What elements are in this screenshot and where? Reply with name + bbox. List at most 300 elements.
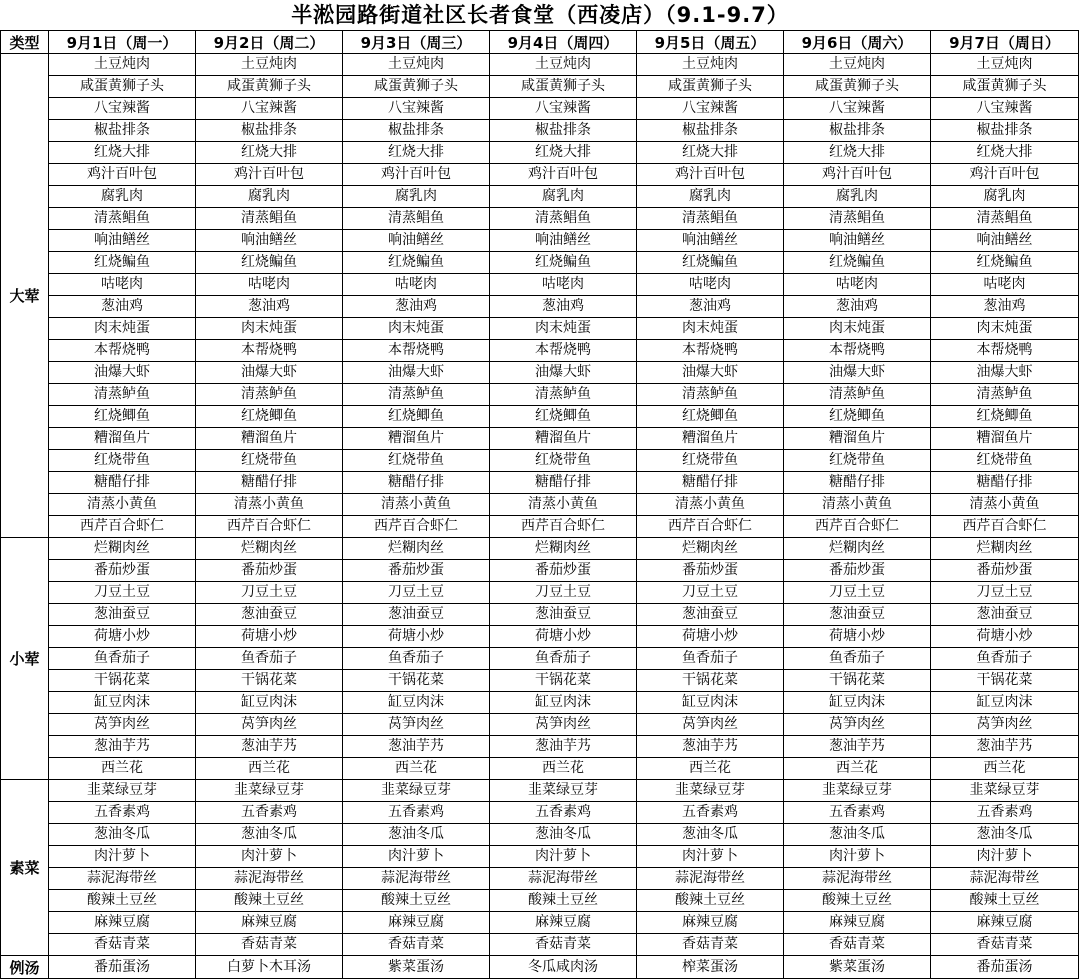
dish-cell: 糖醋仔排 [490, 472, 637, 494]
dish-cell: 葱油鸡 [490, 296, 637, 318]
dish-cell: 葱油鸡 [49, 296, 196, 318]
table-row [1, 186, 1079, 208]
dish-cell: 五香素鸡 [196, 802, 343, 824]
table-row [1, 450, 1079, 472]
table-row [1, 54, 1079, 76]
dish-cell: 葱油鸡 [637, 296, 784, 318]
dish-cell: 葱油芋艿 [196, 736, 343, 758]
dish-cell: 红烧鲫鱼 [49, 406, 196, 428]
dish-cell: 鱼香茄子 [637, 648, 784, 670]
dish-cell: 蒜泥海带丝 [637, 868, 784, 890]
dish-cell: 葱油芋艿 [637, 736, 784, 758]
dish-cell: 清蒸小黄鱼 [343, 494, 490, 516]
dish-cell: 莴笋肉丝 [196, 714, 343, 736]
dish-cell: 红烧带鱼 [784, 450, 931, 472]
dish-cell: 麻辣豆腐 [931, 912, 1079, 934]
dish-cell: 缸豆肉沫 [196, 692, 343, 714]
dish-cell: 咸蛋黄狮子头 [784, 76, 931, 98]
dish-cell: 咕咾肉 [784, 274, 931, 296]
dish-cell: 红烧鳊鱼 [49, 252, 196, 274]
dish-cell: 糟溜鱼片 [637, 428, 784, 450]
dish-cell: 葱油蚕豆 [490, 604, 637, 626]
dish-cell: 葱油冬瓜 [49, 824, 196, 846]
dish-cell: 葱油蚕豆 [343, 604, 490, 626]
dish-cell: 糟溜鱼片 [931, 428, 1079, 450]
table-row [1, 868, 1079, 890]
dish-cell: 麻辣豆腐 [196, 912, 343, 934]
dish-cell: 红烧鲫鱼 [931, 406, 1079, 428]
table-row [1, 120, 1079, 142]
dish-cell: 韭菜绿豆芽 [931, 780, 1079, 802]
dish-cell: 鱼香茄子 [49, 648, 196, 670]
dish-cell: 刀豆土豆 [490, 582, 637, 604]
menu-body [1, 54, 1079, 979]
dish-cell: 糟溜鱼片 [196, 428, 343, 450]
dish-cell: 油爆大虾 [343, 362, 490, 384]
dish-cell: 椒盐排条 [49, 120, 196, 142]
dish-cell: 蒜泥海带丝 [931, 868, 1079, 890]
dish-cell: 西兰花 [49, 758, 196, 780]
dish-cell: 韭菜绿豆芽 [637, 780, 784, 802]
dish-cell: 西芹百合虾仁 [196, 516, 343, 538]
dish-cell: 香菇青菜 [490, 934, 637, 956]
dish-cell: 鸡汁百叶包 [931, 164, 1079, 186]
dish-cell: 葱油芋艿 [343, 736, 490, 758]
dish-cell: 缸豆肉沫 [490, 692, 637, 714]
dish-cell: 肉末炖蛋 [784, 318, 931, 340]
dish-cell: 莴笋肉丝 [490, 714, 637, 736]
dish-cell: 红烧鲫鱼 [490, 406, 637, 428]
dish-cell: 鱼香茄子 [196, 648, 343, 670]
dish-cell: 葱油蚕豆 [637, 604, 784, 626]
dish-cell: 糟溜鱼片 [490, 428, 637, 450]
dish-cell: 红烧鳊鱼 [784, 252, 931, 274]
dish-cell: 紫菜蛋汤 [784, 956, 931, 979]
dish-cell: 红烧大排 [931, 142, 1079, 164]
dish-cell: 油爆大虾 [784, 362, 931, 384]
dish-cell: 咕咾肉 [49, 274, 196, 296]
dish-cell: 鸡汁百叶包 [784, 164, 931, 186]
dish-cell: 清蒸鲈鱼 [637, 384, 784, 406]
dish-cell: 刀豆土豆 [49, 582, 196, 604]
dish-cell: 葱油鸡 [343, 296, 490, 318]
dish-cell: 腐乳肉 [196, 186, 343, 208]
dish-cell: 西兰花 [637, 758, 784, 780]
dish-cell: 番茄炒蛋 [49, 560, 196, 582]
table-row [1, 76, 1079, 98]
dish-cell: 蒜泥海带丝 [343, 868, 490, 890]
day-column-header: 9月1日（周一） [49, 31, 196, 54]
dish-cell: 西芹百合虾仁 [49, 516, 196, 538]
dish-cell: 刀豆土豆 [343, 582, 490, 604]
table-row [1, 428, 1079, 450]
dish-cell: 红烧鲫鱼 [784, 406, 931, 428]
dish-cell: 肉汁萝卜 [49, 846, 196, 868]
dish-cell: 莴笋肉丝 [49, 714, 196, 736]
table-row [1, 142, 1079, 164]
dish-cell: 肉末炖蛋 [931, 318, 1079, 340]
dish-cell: 红烧大排 [784, 142, 931, 164]
table-row [1, 340, 1079, 362]
dish-cell: 葱油芋艿 [931, 736, 1079, 758]
table-row [1, 472, 1079, 494]
dish-cell: 荷塘小炒 [49, 626, 196, 648]
dish-cell: 土豆炖肉 [931, 54, 1079, 76]
dish-cell: 刀豆土豆 [637, 582, 784, 604]
dish-cell: 番茄炒蛋 [196, 560, 343, 582]
dish-cell: 干锅花菜 [931, 670, 1079, 692]
dish-cell: 糖醋仔排 [196, 472, 343, 494]
dish-cell: 荷塘小炒 [196, 626, 343, 648]
dish-cell: 鸡汁百叶包 [490, 164, 637, 186]
dish-cell: 响油鳝丝 [490, 230, 637, 252]
dish-cell: 油爆大虾 [931, 362, 1079, 384]
table-row [1, 516, 1079, 538]
dish-cell: 葱油蚕豆 [49, 604, 196, 626]
dish-cell: 酸辣土豆丝 [931, 890, 1079, 912]
dish-cell: 刀豆土豆 [196, 582, 343, 604]
dish-cell: 荷塘小炒 [490, 626, 637, 648]
dish-cell: 腐乳肉 [490, 186, 637, 208]
table-row [1, 802, 1079, 824]
dish-cell: 红烧鳊鱼 [343, 252, 490, 274]
dish-cell: 荷塘小炒 [784, 626, 931, 648]
dish-cell: 五香素鸡 [490, 802, 637, 824]
dish-cell: 本帮烧鸭 [490, 340, 637, 362]
dish-cell: 酸辣土豆丝 [637, 890, 784, 912]
dish-cell: 土豆炖肉 [343, 54, 490, 76]
dish-cell: 缸豆肉沫 [343, 692, 490, 714]
dish-cell: 响油鳝丝 [637, 230, 784, 252]
dish-cell: 番茄蛋汤 [49, 956, 196, 979]
dish-cell: 西兰花 [931, 758, 1079, 780]
dish-cell: 荷塘小炒 [931, 626, 1079, 648]
dish-cell: 酸辣土豆丝 [490, 890, 637, 912]
dish-cell: 红烧鳊鱼 [931, 252, 1079, 274]
dish-cell: 椒盐排条 [343, 120, 490, 142]
dish-cell: 八宝辣酱 [637, 98, 784, 120]
dish-cell: 缸豆肉沫 [637, 692, 784, 714]
dish-cell: 西兰花 [343, 758, 490, 780]
dish-cell: 肉汁萝卜 [931, 846, 1079, 868]
dish-cell: 八宝辣酱 [490, 98, 637, 120]
dish-cell: 咸蛋黄狮子头 [49, 76, 196, 98]
dish-cell: 咕咾肉 [343, 274, 490, 296]
day-column-header: 9月2日（周二） [196, 31, 343, 54]
dish-cell: 清蒸鲈鱼 [490, 384, 637, 406]
dish-cell: 酸辣土豆丝 [49, 890, 196, 912]
dish-cell: 麻辣豆腐 [784, 912, 931, 934]
table-row [1, 758, 1079, 780]
dish-cell: 响油鳝丝 [343, 230, 490, 252]
dish-cell: 五香素鸡 [784, 802, 931, 824]
dish-cell: 鱼香茄子 [343, 648, 490, 670]
dish-cell: 韭菜绿豆芽 [343, 780, 490, 802]
table-row [1, 670, 1079, 692]
dish-cell: 咸蛋黄狮子头 [343, 76, 490, 98]
dish-cell: 土豆炖肉 [196, 54, 343, 76]
dish-cell: 本帮烧鸭 [196, 340, 343, 362]
header-row [1, 31, 1079, 54]
dish-cell: 葱油鸡 [784, 296, 931, 318]
dish-cell: 本帮烧鸭 [49, 340, 196, 362]
dish-cell: 清蒸鲳鱼 [931, 208, 1079, 230]
dish-cell: 红烧鳊鱼 [490, 252, 637, 274]
dish-cell: 烂糊肉丝 [343, 538, 490, 560]
dish-cell: 番茄炒蛋 [490, 560, 637, 582]
dish-cell: 葱油鸡 [196, 296, 343, 318]
dish-cell: 烂糊肉丝 [49, 538, 196, 560]
dish-cell: 红烧带鱼 [343, 450, 490, 472]
dish-cell: 肉汁萝卜 [490, 846, 637, 868]
table-row [1, 208, 1079, 230]
dish-cell: 红烧鲫鱼 [343, 406, 490, 428]
dish-cell: 红烧大排 [49, 142, 196, 164]
dish-cell: 鱼香茄子 [931, 648, 1079, 670]
dish-cell: 香菇青菜 [931, 934, 1079, 956]
dish-cell: 咕咾肉 [637, 274, 784, 296]
dish-cell: 肉汁萝卜 [637, 846, 784, 868]
dish-cell: 糖醋仔排 [637, 472, 784, 494]
dish-cell: 咕咾肉 [196, 274, 343, 296]
dish-cell: 肉汁萝卜 [343, 846, 490, 868]
dish-cell: 韭菜绿豆芽 [196, 780, 343, 802]
dish-cell: 咕咾肉 [490, 274, 637, 296]
dish-cell: 油爆大虾 [637, 362, 784, 384]
dish-cell: 清蒸鲳鱼 [637, 208, 784, 230]
table-row [1, 736, 1079, 758]
dish-cell: 油爆大虾 [490, 362, 637, 384]
dish-cell: 缸豆肉沫 [931, 692, 1079, 714]
table-row [1, 846, 1079, 868]
dish-cell: 莴笋肉丝 [637, 714, 784, 736]
dish-cell: 荷塘小炒 [637, 626, 784, 648]
category-cell: 素菜 [1, 780, 49, 956]
dish-cell: 红烧大排 [343, 142, 490, 164]
dish-cell: 红烧鳊鱼 [196, 252, 343, 274]
dish-cell: 腐乳肉 [784, 186, 931, 208]
dish-cell: 烂糊肉丝 [784, 538, 931, 560]
dish-cell: 清蒸鲈鱼 [343, 384, 490, 406]
dish-cell: 红烧大排 [490, 142, 637, 164]
day-column-header: 9月3日（周三） [343, 31, 490, 54]
dish-cell: 椒盐排条 [490, 120, 637, 142]
dish-cell: 葱油蚕豆 [196, 604, 343, 626]
dish-cell: 糟溜鱼片 [49, 428, 196, 450]
dish-cell: 响油鳝丝 [196, 230, 343, 252]
dish-cell: 八宝辣酱 [931, 98, 1079, 120]
dish-cell: 肉汁萝卜 [196, 846, 343, 868]
table-row [1, 494, 1079, 516]
dish-cell: 葱油冬瓜 [784, 824, 931, 846]
dish-cell: 清蒸小黄鱼 [784, 494, 931, 516]
dish-cell: 冬瓜咸肉汤 [490, 956, 637, 979]
dish-cell: 鱼香茄子 [784, 648, 931, 670]
dish-cell: 西兰花 [784, 758, 931, 780]
dish-cell: 清蒸鲈鱼 [784, 384, 931, 406]
dish-cell: 西芹百合虾仁 [343, 516, 490, 538]
dish-cell: 蒜泥海带丝 [196, 868, 343, 890]
dish-cell: 刀豆土豆 [784, 582, 931, 604]
dish-cell: 香菇青菜 [784, 934, 931, 956]
table-row [1, 824, 1079, 846]
dish-cell: 干锅花菜 [49, 670, 196, 692]
dish-cell: 刀豆土豆 [931, 582, 1079, 604]
table-row [1, 692, 1079, 714]
dish-cell: 紫菜蛋汤 [343, 956, 490, 979]
dish-cell: 香菇青菜 [196, 934, 343, 956]
dish-cell: 清蒸鲈鱼 [931, 384, 1079, 406]
dish-cell: 咕咾肉 [931, 274, 1079, 296]
dish-cell: 蒜泥海带丝 [784, 868, 931, 890]
dish-cell: 番茄炒蛋 [931, 560, 1079, 582]
dish-cell: 葱油冬瓜 [343, 824, 490, 846]
dish-cell: 麻辣豆腐 [490, 912, 637, 934]
table-row [1, 164, 1079, 186]
table-row [1, 934, 1079, 956]
dish-cell: 土豆炖肉 [784, 54, 931, 76]
dish-cell: 响油鳝丝 [49, 230, 196, 252]
dish-cell: 韭菜绿豆芽 [784, 780, 931, 802]
dish-cell: 八宝辣酱 [343, 98, 490, 120]
dish-cell: 莴笋肉丝 [343, 714, 490, 736]
dish-cell: 清蒸鲈鱼 [196, 384, 343, 406]
dish-cell: 土豆炖肉 [637, 54, 784, 76]
dish-cell: 烂糊肉丝 [490, 538, 637, 560]
dish-cell: 葱油芋艿 [784, 736, 931, 758]
dish-cell: 麻辣豆腐 [637, 912, 784, 934]
table-row [1, 362, 1079, 384]
day-column-header: 9月7日（周日） [931, 31, 1079, 54]
type-column-header: 类型 [1, 31, 49, 54]
dish-cell: 五香素鸡 [49, 802, 196, 824]
table-row [1, 626, 1079, 648]
dish-cell: 腐乳肉 [637, 186, 784, 208]
table-row [1, 780, 1079, 802]
category-cell: 大荤 [1, 54, 49, 538]
dish-cell: 干锅花菜 [196, 670, 343, 692]
day-column-header: 9月4日（周四） [490, 31, 637, 54]
dish-cell: 番茄蛋汤 [931, 956, 1079, 979]
dish-cell: 榨菜蛋汤 [637, 956, 784, 979]
dish-cell: 油爆大虾 [49, 362, 196, 384]
table-row [1, 318, 1079, 340]
dish-cell: 肉末炖蛋 [637, 318, 784, 340]
dish-cell: 莴笋肉丝 [784, 714, 931, 736]
dish-cell: 糟溜鱼片 [784, 428, 931, 450]
table-row [1, 582, 1079, 604]
table-row [1, 252, 1079, 274]
table-row [1, 714, 1079, 736]
dish-cell: 红烧带鱼 [931, 450, 1079, 472]
dish-cell: 葱油蚕豆 [784, 604, 931, 626]
dish-cell: 腐乳肉 [49, 186, 196, 208]
dish-cell: 肉末炖蛋 [343, 318, 490, 340]
dish-cell: 五香素鸡 [637, 802, 784, 824]
dish-cell: 番茄炒蛋 [784, 560, 931, 582]
dish-cell: 响油鳝丝 [931, 230, 1079, 252]
dish-cell: 咸蛋黄狮子头 [196, 76, 343, 98]
dish-cell: 西芹百合虾仁 [784, 516, 931, 538]
dish-cell: 土豆炖肉 [490, 54, 637, 76]
table-row [1, 560, 1079, 582]
dish-cell: 腐乳肉 [343, 186, 490, 208]
dish-cell: 葱油冬瓜 [637, 824, 784, 846]
dish-cell: 蒜泥海带丝 [490, 868, 637, 890]
dish-cell: 葱油鸡 [931, 296, 1079, 318]
dish-cell: 红烧带鱼 [637, 450, 784, 472]
dish-cell: 清蒸鲳鱼 [343, 208, 490, 230]
dish-cell: 红烧鲫鱼 [196, 406, 343, 428]
table-row [1, 230, 1079, 252]
dish-cell: 清蒸鲳鱼 [196, 208, 343, 230]
dish-cell: 红烧大排 [196, 142, 343, 164]
dish-cell: 咸蛋黄狮子头 [637, 76, 784, 98]
page-title: 半淞园路街道社区长者食堂（西凌店）（9.1-9.7） [291, 3, 789, 27]
dish-cell: 香菇青菜 [49, 934, 196, 956]
dish-cell: 咸蛋黄狮子头 [931, 76, 1079, 98]
dish-cell: 八宝辣酱 [784, 98, 931, 120]
dish-cell: 本帮烧鸭 [637, 340, 784, 362]
dish-cell: 本帮烧鸭 [931, 340, 1079, 362]
dish-cell: 椒盐排条 [196, 120, 343, 142]
dish-cell: 红烧带鱼 [49, 450, 196, 472]
dish-cell: 肉末炖蛋 [49, 318, 196, 340]
table-row [1, 406, 1079, 428]
dish-cell: 缸豆肉沫 [784, 692, 931, 714]
dish-cell: 红烧大排 [637, 142, 784, 164]
dish-cell: 油爆大虾 [196, 362, 343, 384]
dish-cell: 葱油冬瓜 [490, 824, 637, 846]
dish-cell: 烂糊肉丝 [931, 538, 1079, 560]
dish-cell: 西芹百合虾仁 [490, 516, 637, 538]
dish-cell: 椒盐排条 [637, 120, 784, 142]
dish-cell: 酸辣土豆丝 [196, 890, 343, 912]
dish-cell: 红烧鳊鱼 [637, 252, 784, 274]
dish-cell: 干锅花菜 [343, 670, 490, 692]
dish-cell: 土豆炖肉 [49, 54, 196, 76]
dish-cell: 八宝辣酱 [196, 98, 343, 120]
dish-cell: 荷塘小炒 [343, 626, 490, 648]
table-row [1, 296, 1079, 318]
dish-cell: 糖醋仔排 [49, 472, 196, 494]
dish-cell: 葱油蚕豆 [931, 604, 1079, 626]
dish-cell: 红烧带鱼 [196, 450, 343, 472]
dish-cell: 葱油冬瓜 [196, 824, 343, 846]
dish-cell: 干锅花菜 [784, 670, 931, 692]
dish-cell: 烂糊肉丝 [196, 538, 343, 560]
dish-cell: 鸡汁百叶包 [49, 164, 196, 186]
dish-cell: 肉末炖蛋 [490, 318, 637, 340]
dish-cell: 蒜泥海带丝 [49, 868, 196, 890]
dish-cell: 韭菜绿豆芽 [490, 780, 637, 802]
dish-cell: 响油鳝丝 [784, 230, 931, 252]
dish-cell: 五香素鸡 [343, 802, 490, 824]
dish-cell: 葱油芋艿 [490, 736, 637, 758]
dish-cell: 葱油冬瓜 [931, 824, 1079, 846]
category-cell: 小荤 [1, 538, 49, 780]
day-column-header: 9月6日（周六） [784, 31, 931, 54]
category-cell: 例汤 [1, 956, 49, 979]
table-row [1, 648, 1079, 670]
dish-cell: 清蒸小黄鱼 [196, 494, 343, 516]
dish-cell: 白萝卜木耳汤 [196, 956, 343, 979]
dish-cell: 韭菜绿豆芽 [49, 780, 196, 802]
dish-cell: 干锅花菜 [490, 670, 637, 692]
dish-cell: 西兰花 [490, 758, 637, 780]
dish-cell: 清蒸鲳鱼 [784, 208, 931, 230]
dish-cell: 八宝辣酱 [49, 98, 196, 120]
